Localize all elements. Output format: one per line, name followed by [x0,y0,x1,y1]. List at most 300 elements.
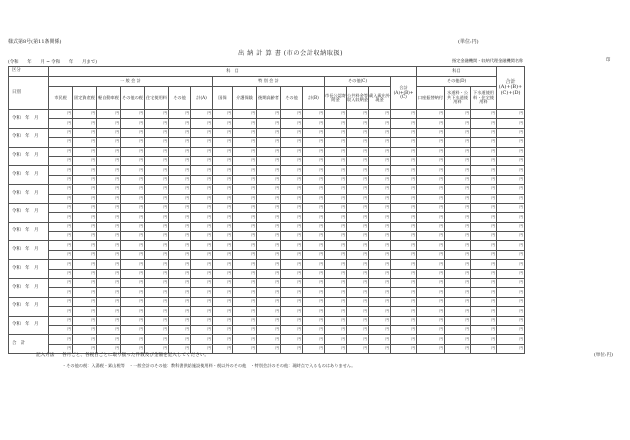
amount-cell[interactable]: 円 [369,156,391,165]
amount-cell[interactable]: 円 [325,307,347,316]
amount-cell[interactable]: 円 [257,128,281,137]
amount-cell[interactable]: 円 [97,335,121,344]
amount-cell[interactable]: 円 [121,222,145,231]
amount-cell[interactable]: 円 [213,316,233,325]
amount-cell[interactable]: 円 [281,344,303,353]
amount-cell[interactable]: 円 [145,316,169,325]
amount-cell[interactable]: 円 [73,316,97,325]
amount-cell[interactable]: 円 [325,335,347,344]
amount-cell[interactable]: 円 [391,213,417,222]
amount-cell[interactable]: 円 [169,119,191,128]
amount-cell[interactable]: 円 [417,260,445,269]
amount-cell[interactable]: 円 [213,203,233,212]
amount-cell[interactable]: 円 [471,119,497,128]
amount-cell[interactable]: 円 [213,250,233,259]
amount-cell[interactable]: 円 [391,232,417,241]
amount-cell[interactable]: 円 [369,222,391,231]
amount-cell[interactable]: 円 [281,260,303,269]
amount-cell[interactable]: 円 [369,203,391,212]
amount-cell[interactable]: 円 [257,222,281,231]
amount-cell[interactable]: 円 [145,110,169,119]
amount-cell[interactable]: 円 [73,175,97,184]
amount-cell[interactable]: 円 [497,335,525,344]
amount-cell[interactable]: 円 [73,269,97,278]
amount-cell[interactable]: 円 [417,344,445,353]
amount-cell[interactable]: 円 [445,110,471,119]
amount-cell[interactable]: 円 [303,269,325,278]
amount-cell[interactable]: 円 [49,222,73,231]
amount-cell[interactable]: 円 [121,297,145,306]
amount-cell[interactable]: 円 [369,128,391,137]
amount-cell[interactable]: 円 [445,213,471,222]
amount-cell[interactable]: 円 [391,194,417,203]
amount-cell[interactable]: 円 [49,288,73,297]
amount-cell[interactable]: 円 [303,279,325,288]
amount-cell[interactable]: 円 [369,185,391,194]
amount-cell[interactable]: 円 [281,279,303,288]
amount-cell[interactable]: 円 [471,138,497,147]
amount-cell[interactable]: 円 [417,250,445,259]
amount-cell[interactable]: 円 [497,269,525,278]
amount-cell[interactable]: 円 [303,128,325,137]
amount-cell[interactable]: 円 [325,203,347,212]
amount-cell[interactable]: 円 [471,194,497,203]
amount-cell[interactable]: 円 [391,138,417,147]
amount-cell[interactable]: 円 [73,128,97,137]
amount-cell[interactable]: 円 [347,166,369,175]
amount-cell[interactable]: 円 [191,325,213,334]
amount-cell[interactable]: 円 [325,222,347,231]
amount-cell[interactable]: 円 [169,279,191,288]
amount-cell[interactable]: 円 [49,138,73,147]
amount-cell[interactable]: 円 [121,119,145,128]
amount-cell[interactable]: 円 [257,175,281,184]
amount-cell[interactable]: 円 [445,279,471,288]
amount-cell[interactable]: 円 [97,203,121,212]
amount-cell[interactable]: 円 [169,222,191,231]
amount-cell[interactable]: 円 [281,128,303,137]
amount-cell[interactable]: 円 [121,138,145,147]
amount-cell[interactable]: 円 [445,288,471,297]
amount-cell[interactable]: 円 [213,213,233,222]
amount-cell[interactable]: 円 [257,232,281,241]
amount-cell[interactable]: 円 [191,213,213,222]
amount-cell[interactable]: 円 [257,297,281,306]
amount-cell[interactable]: 円 [257,213,281,222]
amount-cell[interactable]: 円 [471,166,497,175]
amount-cell[interactable]: 円 [233,128,257,137]
amount-cell[interactable]: 円 [369,325,391,334]
amount-cell[interactable]: 円 [121,316,145,325]
amount-cell[interactable]: 円 [325,250,347,259]
amount-cell[interactable]: 円 [191,232,213,241]
amount-cell[interactable]: 円 [303,222,325,231]
amount-cell[interactable]: 円 [471,307,497,316]
amount-cell[interactable]: 円 [325,138,347,147]
amount-cell[interactable]: 円 [121,194,145,203]
amount-cell[interactable]: 円 [497,194,525,203]
amount-cell[interactable]: 円 [445,269,471,278]
amount-cell[interactable]: 円 [347,194,369,203]
amount-cell[interactable]: 円 [49,344,73,353]
amount-cell[interactable]: 円 [417,288,445,297]
amount-cell[interactable]: 円 [281,138,303,147]
amount-cell[interactable]: 円 [191,175,213,184]
amount-cell[interactable]: 円 [347,250,369,259]
amount-cell[interactable]: 円 [213,344,233,353]
amount-cell[interactable]: 円 [369,250,391,259]
amount-cell[interactable]: 円 [213,307,233,316]
amount-cell[interactable]: 円 [169,297,191,306]
amount-cell[interactable]: 円 [281,269,303,278]
amount-cell[interactable]: 円 [471,110,497,119]
amount-cell[interactable]: 円 [233,156,257,165]
amount-cell[interactable]: 円 [233,316,257,325]
amount-cell[interactable]: 円 [145,119,169,128]
amount-cell[interactable]: 円 [97,316,121,325]
amount-cell[interactable]: 円 [233,307,257,316]
amount-cell[interactable]: 円 [73,138,97,147]
amount-cell[interactable]: 円 [257,203,281,212]
amount-cell[interactable]: 円 [121,241,145,250]
amount-cell[interactable]: 円 [347,241,369,250]
amount-cell[interactable]: 円 [391,316,417,325]
amount-cell[interactable]: 円 [303,175,325,184]
amount-cell[interactable]: 円 [49,316,73,325]
amount-cell[interactable]: 円 [325,297,347,306]
amount-cell[interactable]: 円 [281,166,303,175]
amount-cell[interactable]: 円 [121,128,145,137]
amount-cell[interactable]: 円 [391,185,417,194]
amount-cell[interactable]: 円 [97,307,121,316]
amount-cell[interactable]: 円 [303,203,325,212]
amount-cell[interactable]: 円 [303,110,325,119]
amount-cell[interactable]: 円 [369,260,391,269]
amount-cell[interactable]: 円 [121,156,145,165]
amount-cell[interactable]: 円 [97,232,121,241]
amount-cell[interactable]: 円 [471,288,497,297]
amount-cell[interactable]: 円 [97,194,121,203]
amount-cell[interactable]: 円 [97,147,121,156]
amount-cell[interactable]: 円 [391,175,417,184]
amount-cell[interactable]: 円 [325,279,347,288]
amount-cell[interactable]: 円 [281,203,303,212]
amount-cell[interactable]: 円 [97,222,121,231]
amount-cell[interactable]: 円 [471,147,497,156]
amount-cell[interactable]: 円 [169,203,191,212]
amount-cell[interactable]: 円 [145,241,169,250]
amount-cell[interactable]: 円 [49,307,73,316]
amount-cell[interactable]: 円 [213,194,233,203]
amount-cell[interactable]: 円 [417,316,445,325]
amount-cell[interactable]: 円 [233,110,257,119]
amount-cell[interactable]: 円 [169,241,191,250]
amount-cell[interactable]: 円 [303,185,325,194]
amount-cell[interactable]: 円 [445,128,471,137]
amount-cell[interactable]: 円 [471,335,497,344]
amount-cell[interactable]: 円 [417,128,445,137]
amount-cell[interactable]: 円 [191,222,213,231]
amount-cell[interactable]: 円 [471,241,497,250]
amount-cell[interactable]: 円 [325,260,347,269]
amount-cell[interactable]: 円 [445,138,471,147]
amount-cell[interactable]: 円 [281,288,303,297]
amount-cell[interactable]: 円 [73,250,97,259]
amount-cell[interactable]: 円 [347,279,369,288]
amount-cell[interactable]: 円 [73,185,97,194]
amount-cell[interactable]: 円 [281,119,303,128]
amount-cell[interactable]: 円 [417,279,445,288]
amount-cell[interactable]: 円 [325,344,347,353]
amount-cell[interactable]: 円 [445,166,471,175]
amount-cell[interactable]: 円 [233,147,257,156]
amount-cell[interactable]: 円 [97,175,121,184]
amount-cell[interactable]: 円 [191,194,213,203]
amount-cell[interactable]: 円 [417,335,445,344]
amount-cell[interactable]: 円 [391,269,417,278]
amount-cell[interactable]: 円 [233,335,257,344]
amount-cell[interactable]: 円 [445,260,471,269]
amount-cell[interactable]: 円 [445,222,471,231]
amount-cell[interactable]: 円 [233,213,257,222]
amount-cell[interactable]: 円 [191,156,213,165]
amount-cell[interactable]: 円 [391,128,417,137]
amount-cell[interactable]: 円 [417,147,445,156]
amount-cell[interactable]: 円 [497,344,525,353]
amount-cell[interactable]: 円 [445,147,471,156]
amount-cell[interactable]: 円 [257,138,281,147]
amount-cell[interactable]: 円 [169,147,191,156]
amount-cell[interactable]: 円 [369,175,391,184]
amount-cell[interactable]: 円 [213,335,233,344]
amount-cell[interactable]: 円 [347,147,369,156]
amount-cell[interactable]: 円 [347,307,369,316]
amount-cell[interactable]: 円 [497,232,525,241]
amount-cell[interactable]: 円 [281,307,303,316]
amount-cell[interactable]: 円 [417,203,445,212]
amount-cell[interactable]: 円 [213,260,233,269]
amount-cell[interactable]: 円 [97,279,121,288]
amount-cell[interactable]: 円 [257,250,281,259]
amount-cell[interactable]: 円 [471,269,497,278]
amount-cell[interactable]: 円 [369,232,391,241]
amount-cell[interactable]: 円 [391,288,417,297]
amount-cell[interactable]: 円 [169,166,191,175]
amount-cell[interactable]: 円 [369,297,391,306]
amount-cell[interactable]: 円 [417,269,445,278]
amount-cell[interactable]: 円 [49,166,73,175]
amount-cell[interactable]: 円 [471,325,497,334]
amount-cell[interactable]: 円 [497,166,525,175]
amount-cell[interactable]: 円 [369,166,391,175]
amount-cell[interactable]: 円 [49,119,73,128]
amount-cell[interactable]: 円 [471,175,497,184]
amount-cell[interactable]: 円 [303,119,325,128]
amount-cell[interactable]: 円 [169,138,191,147]
amount-cell[interactable]: 円 [49,325,73,334]
amount-cell[interactable]: 円 [233,250,257,259]
amount-cell[interactable]: 円 [191,166,213,175]
amount-cell[interactable]: 円 [325,213,347,222]
amount-cell[interactable]: 円 [471,185,497,194]
amount-cell[interactable]: 円 [369,269,391,278]
amount-cell[interactable]: 円 [213,185,233,194]
amount-cell[interactable]: 円 [49,260,73,269]
amount-cell[interactable]: 円 [257,316,281,325]
amount-cell[interactable]: 円 [257,307,281,316]
amount-cell[interactable]: 円 [145,325,169,334]
amount-cell[interactable]: 円 [347,260,369,269]
amount-cell[interactable]: 円 [281,250,303,259]
amount-cell[interactable]: 円 [233,222,257,231]
amount-cell[interactable]: 円 [303,325,325,334]
amount-cell[interactable]: 円 [347,222,369,231]
amount-cell[interactable]: 円 [257,166,281,175]
amount-cell[interactable]: 円 [145,222,169,231]
amount-cell[interactable]: 円 [303,335,325,344]
amount-cell[interactable]: 円 [233,279,257,288]
amount-cell[interactable]: 円 [73,260,97,269]
amount-cell[interactable]: 円 [73,110,97,119]
amount-cell[interactable]: 円 [49,194,73,203]
amount-cell[interactable]: 円 [325,325,347,334]
amount-cell[interactable]: 円 [445,344,471,353]
amount-cell[interactable]: 円 [233,260,257,269]
amount-cell[interactable]: 円 [213,110,233,119]
amount-cell[interactable]: 円 [233,269,257,278]
amount-cell[interactable]: 円 [445,156,471,165]
amount-cell[interactable]: 円 [391,241,417,250]
amount-cell[interactable]: 円 [121,110,145,119]
amount-cell[interactable]: 円 [347,213,369,222]
amount-cell[interactable]: 円 [497,241,525,250]
amount-cell[interactable]: 円 [121,147,145,156]
amount-cell[interactable]: 円 [73,166,97,175]
amount-cell[interactable]: 円 [417,138,445,147]
amount-cell[interactable]: 円 [497,128,525,137]
amount-cell[interactable]: 円 [303,156,325,165]
amount-cell[interactable]: 円 [497,250,525,259]
amount-cell[interactable]: 円 [347,138,369,147]
amount-cell[interactable]: 円 [497,316,525,325]
amount-cell[interactable]: 円 [213,166,233,175]
amount-cell[interactable]: 円 [281,222,303,231]
amount-cell[interactable]: 円 [417,232,445,241]
amount-cell[interactable]: 円 [497,222,525,231]
amount-cell[interactable]: 円 [121,260,145,269]
amount-cell[interactable]: 円 [281,156,303,165]
amount-cell[interactable]: 円 [325,316,347,325]
amount-cell[interactable]: 円 [347,232,369,241]
amount-cell[interactable]: 円 [169,260,191,269]
amount-cell[interactable]: 円 [257,156,281,165]
amount-cell[interactable]: 円 [191,269,213,278]
amount-cell[interactable]: 円 [445,297,471,306]
amount-cell[interactable]: 円 [73,213,97,222]
amount-cell[interactable]: 円 [471,316,497,325]
amount-cell[interactable]: 円 [497,297,525,306]
amount-cell[interactable]: 円 [471,344,497,353]
amount-cell[interactable]: 円 [497,185,525,194]
amount-cell[interactable]: 円 [49,110,73,119]
amount-cell[interactable]: 円 [391,279,417,288]
amount-cell[interactable]: 円 [281,241,303,250]
amount-cell[interactable]: 円 [391,166,417,175]
amount-cell[interactable]: 円 [233,185,257,194]
amount-cell[interactable]: 円 [497,260,525,269]
amount-cell[interactable]: 円 [391,335,417,344]
amount-cell[interactable]: 円 [445,316,471,325]
amount-cell[interactable]: 円 [445,175,471,184]
amount-cell[interactable]: 円 [73,288,97,297]
amount-cell[interactable]: 円 [169,110,191,119]
amount-cell[interactable]: 円 [325,110,347,119]
amount-cell[interactable]: 円 [391,156,417,165]
amount-cell[interactable]: 円 [445,241,471,250]
amount-cell[interactable]: 円 [145,156,169,165]
amount-cell[interactable]: 円 [145,232,169,241]
amount-cell[interactable]: 円 [97,138,121,147]
amount-cell[interactable]: 円 [325,147,347,156]
amount-cell[interactable]: 円 [257,325,281,334]
amount-cell[interactable]: 円 [145,250,169,259]
amount-cell[interactable]: 円 [347,110,369,119]
amount-cell[interactable]: 円 [97,156,121,165]
amount-cell[interactable]: 円 [303,297,325,306]
amount-cell[interactable]: 円 [121,288,145,297]
amount-cell[interactable]: 円 [191,344,213,353]
amount-cell[interactable]: 円 [303,241,325,250]
amount-cell[interactable]: 円 [191,297,213,306]
amount-cell[interactable]: 円 [471,250,497,259]
amount-cell[interactable]: 円 [417,222,445,231]
amount-cell[interactable]: 円 [391,147,417,156]
amount-cell[interactable]: 円 [303,232,325,241]
amount-cell[interactable]: 円 [191,307,213,316]
amount-cell[interactable]: 円 [369,344,391,353]
amount-cell[interactable]: 円 [49,269,73,278]
amount-cell[interactable]: 円 [445,194,471,203]
amount-cell[interactable]: 円 [145,213,169,222]
amount-cell[interactable]: 円 [417,194,445,203]
amount-cell[interactable]: 円 [233,175,257,184]
amount-cell[interactable]: 円 [281,325,303,334]
amount-cell[interactable]: 円 [145,260,169,269]
amount-cell[interactable]: 円 [49,213,73,222]
amount-cell[interactable]: 円 [281,213,303,222]
amount-cell[interactable]: 円 [233,297,257,306]
amount-cell[interactable]: 円 [213,222,233,231]
amount-cell[interactable]: 円 [369,279,391,288]
amount-cell[interactable]: 円 [97,269,121,278]
amount-cell[interactable]: 円 [347,119,369,128]
amount-cell[interactable]: 円 [97,166,121,175]
amount-cell[interactable]: 円 [281,147,303,156]
amount-cell[interactable]: 円 [303,288,325,297]
amount-cell[interactable]: 円 [169,269,191,278]
amount-cell[interactable]: 円 [471,222,497,231]
amount-cell[interactable]: 円 [49,128,73,137]
amount-cell[interactable]: 円 [497,138,525,147]
amount-cell[interactable]: 円 [471,213,497,222]
amount-cell[interactable]: 円 [145,279,169,288]
amount-cell[interactable]: 円 [325,119,347,128]
amount-cell[interactable]: 円 [417,307,445,316]
amount-cell[interactable]: 円 [325,185,347,194]
amount-cell[interactable]: 円 [97,119,121,128]
amount-cell[interactable]: 円 [191,203,213,212]
amount-cell[interactable]: 円 [169,250,191,259]
